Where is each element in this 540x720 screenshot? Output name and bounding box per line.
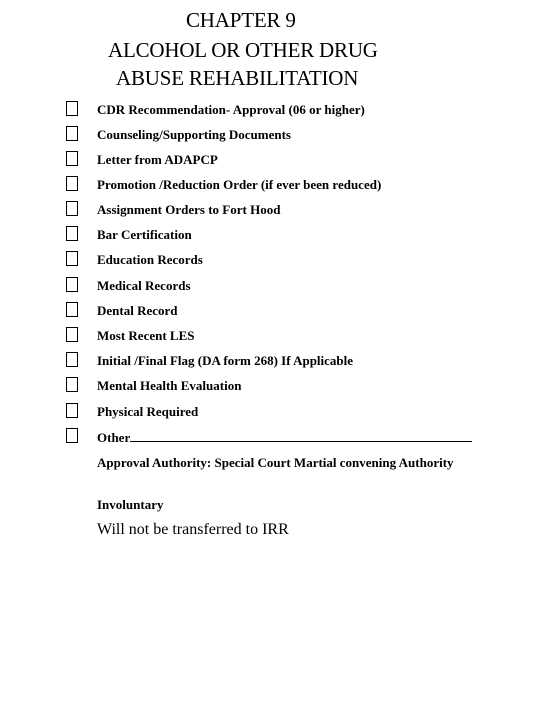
checklist-label: Physical Required (97, 404, 199, 419)
checklist-item-other (66, 428, 506, 448)
checklist-label: Promotion /Reduction Order (if ever been reduced) (97, 177, 382, 192)
other-label: Other (97, 430, 131, 445)
checklist-label: Initial /Final Flag (DA form 268) If Applicable (97, 353, 354, 368)
checklist-item-medical-records (66, 277, 506, 297)
chapter-title: CHAPTER 9 (186, 8, 296, 32)
checkbox[interactable] (66, 201, 78, 216)
checklist-label: Education Records (97, 252, 203, 267)
involuntary-label: Involuntary (97, 497, 164, 512)
checkbox[interactable] (66, 151, 78, 166)
checklist-label: Dental Record (97, 303, 178, 318)
checklist-label (97, 429, 472, 445)
checklist-item-adapcp-letter (66, 151, 506, 171)
checklist-item-mental-health (66, 377, 506, 397)
checkbox[interactable] (66, 327, 78, 342)
irr-note: Will not be transferred to IRR (97, 521, 289, 538)
checklist-label: CDR Recommendation- Approval (06 or higher) (97, 102, 365, 117)
checklist-label: Mental Health Evaluation (97, 378, 242, 393)
checklist-item-physical (66, 403, 506, 423)
checklist-item-bar-certification (66, 226, 506, 246)
checkbox[interactable] (66, 251, 78, 266)
checkbox[interactable] (66, 377, 78, 392)
checkbox[interactable] (66, 126, 78, 141)
checklist-item-flag (66, 352, 506, 372)
checklist-label: Bar Certification (97, 227, 192, 242)
checklist-label: Most Recent LES (97, 328, 195, 343)
checklist-item-cdr-recommendation (66, 101, 506, 121)
checklist-item-dental-record (66, 302, 506, 322)
checklist-label: Counseling/Supporting Documents (97, 127, 291, 142)
checkbox[interactable] (66, 277, 78, 292)
checklist-label: Letter from ADAPCP (97, 152, 218, 167)
other-write-in-line[interactable] (130, 429, 472, 442)
checkbox[interactable] (66, 428, 78, 443)
checklist-item-assignment-orders (66, 201, 506, 221)
checkbox[interactable] (66, 302, 78, 317)
checkbox[interactable] (66, 101, 78, 116)
checklist-label: Medical Records (97, 278, 191, 293)
approval-authority: Approval Authority: Special Court Martial convening Authority (97, 455, 454, 470)
checklist-label: Assignment Orders to Fort Hood (97, 202, 281, 217)
checkbox[interactable] (66, 352, 78, 367)
chapter-subtitle-line2: ABUSE REHABILITATION (116, 66, 359, 90)
checklist-item-recent-les (66, 327, 506, 347)
chapter-subtitle-line1: ALCOHOL OR OTHER DRUG (108, 38, 378, 62)
checklist-item-education-records (66, 251, 506, 271)
checkbox[interactable] (66, 176, 78, 191)
checkbox[interactable] (66, 403, 78, 418)
checklist-item-promotion-reduction (66, 176, 506, 196)
checklist-item-counseling (66, 126, 506, 146)
checkbox[interactable] (66, 226, 78, 241)
